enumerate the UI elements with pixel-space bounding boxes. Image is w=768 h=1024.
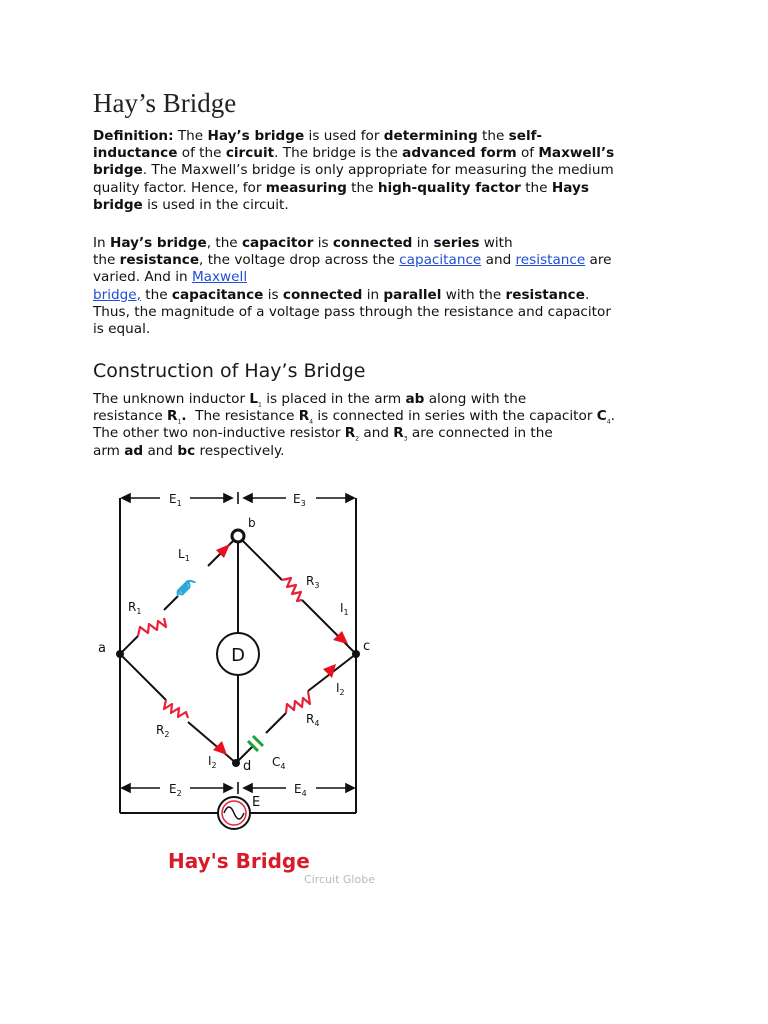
subscript: 4 xyxy=(309,418,314,426)
text: of the xyxy=(177,145,226,162)
text: arm xyxy=(93,442,125,459)
arrow-head-icon xyxy=(244,784,252,792)
capacitor-plate-2 xyxy=(253,736,263,746)
text: The other two non-inductive resistor xyxy=(93,425,345,442)
text: The unknown inductor xyxy=(93,391,250,407)
text: the xyxy=(477,128,509,144)
bold-text: inductance xyxy=(93,145,178,162)
text-line xyxy=(93,287,612,304)
text: is used in the circuit. xyxy=(142,196,289,213)
text: along with the xyxy=(424,391,527,407)
bold-text: L xyxy=(249,391,259,407)
resistance-link[interactable]: resistance xyxy=(515,252,586,269)
text: The xyxy=(173,128,208,144)
text-line xyxy=(93,235,612,252)
bold-text: determining xyxy=(383,128,478,144)
text: of xyxy=(516,145,539,162)
text-line: Thus, the magnitude of a voltage pass through the resistance and capacitor xyxy=(93,303,611,320)
text: and xyxy=(481,252,516,269)
arrow-head-icon xyxy=(244,494,252,502)
top-dimension-lines xyxy=(122,492,354,504)
label-i1: $I_1$ xyxy=(340,601,349,617)
detector-label: D xyxy=(231,645,245,666)
maxwell-bridge-link-cont[interactable]: bridge, xyxy=(93,286,141,303)
bold-text: Hay’s bridge xyxy=(109,235,207,251)
bold-text: advanced form xyxy=(402,145,517,162)
text-line: is equal. xyxy=(93,321,151,338)
bold-text: capacitance xyxy=(171,286,264,303)
resistor-r1-icon xyxy=(138,618,166,636)
bold-text: Maxwell’s xyxy=(538,145,615,162)
node-d xyxy=(232,759,240,767)
maxwell-bridge-link[interactable]: Maxwell xyxy=(191,269,248,286)
diagram-caption: Hay's Bridge xyxy=(168,849,310,873)
text-line xyxy=(93,197,614,214)
wire-a-r2 xyxy=(120,654,166,700)
text: quality factor. Hence, for xyxy=(93,179,266,196)
node-c xyxy=(352,650,360,658)
text-line xyxy=(93,128,614,145)
bold-text: measuring xyxy=(265,179,347,196)
section-heading: Construction of Hay’s Bridge xyxy=(93,360,366,382)
subscript: 1 xyxy=(258,401,262,409)
label-e2: $E_2$ xyxy=(169,782,182,798)
text: , the xyxy=(206,235,242,251)
bold-text: bridge xyxy=(93,196,143,213)
text: are xyxy=(585,252,612,269)
bold-text: series xyxy=(433,235,480,251)
subscript: 1 xyxy=(177,418,182,426)
bold-text: Definition: xyxy=(93,128,174,144)
text: and xyxy=(359,425,394,442)
text: in xyxy=(412,235,434,251)
text: the xyxy=(140,286,172,303)
label-r1: $R_1$ xyxy=(128,600,142,616)
text: . xyxy=(584,286,590,303)
arrow-head-icon xyxy=(346,494,354,502)
text-line xyxy=(93,162,614,179)
bold-text: bc xyxy=(177,442,196,459)
text: . The Maxwell’s bridge is only appropriate for measuring the medium xyxy=(142,162,614,179)
label-b: b xyxy=(248,516,256,530)
text: with the xyxy=(441,286,506,303)
label-d: d xyxy=(243,759,252,774)
label-e-source: E xyxy=(252,795,261,810)
arrow-head-icon xyxy=(122,494,130,502)
text-line xyxy=(93,408,615,425)
inductor-l1-icon xyxy=(178,581,195,596)
arrow-head-icon xyxy=(346,784,354,792)
bold-text: R xyxy=(298,408,310,425)
bold-text: connected xyxy=(282,286,363,303)
text-line xyxy=(93,391,615,408)
bold-text: resistance xyxy=(505,286,585,303)
text: is placed in the arm xyxy=(261,391,406,407)
text: in xyxy=(362,286,384,303)
bold-text: R xyxy=(393,425,404,442)
text-line xyxy=(93,180,614,197)
bold-text: connected xyxy=(332,235,413,251)
text: the xyxy=(346,179,378,196)
label-r4: $R_4$ xyxy=(306,712,320,728)
bold-text: Hay’s bridge xyxy=(207,128,305,144)
arrow-head-icon xyxy=(122,784,130,792)
text: is used for xyxy=(304,128,384,144)
capacitance-link[interactable]: capacitance xyxy=(399,252,482,269)
subscript: 4 xyxy=(606,418,611,426)
label-e4: $E_4$ xyxy=(294,782,307,798)
bold-text: Hays xyxy=(551,179,589,196)
text-line xyxy=(93,443,615,460)
text: is connected in series with the capacitor xyxy=(313,408,597,425)
text: respectively. xyxy=(195,442,285,459)
text: the xyxy=(520,179,552,196)
wire-r2-d xyxy=(188,722,236,763)
bold-text: self- xyxy=(508,128,542,144)
bold-text: ab xyxy=(405,391,425,407)
text: . xyxy=(610,408,615,425)
text: In xyxy=(93,235,110,251)
text-line xyxy=(93,145,614,162)
label-r3: $R_3$ xyxy=(306,574,320,590)
construction-paragraph xyxy=(93,391,615,460)
label-a: a xyxy=(98,641,106,656)
label-i2-bottom: $I_2$ xyxy=(208,754,217,770)
text-line xyxy=(93,252,612,269)
series-paragraph xyxy=(93,235,612,338)
bold-text: R xyxy=(167,408,178,425)
resistor-r3-icon xyxy=(282,578,302,601)
bold-text: capacitor xyxy=(242,235,314,251)
label-l1: $L_1$ xyxy=(178,547,190,563)
label-c: c xyxy=(363,639,371,654)
hays-bridge-diagram xyxy=(90,478,410,908)
node-a xyxy=(116,650,124,658)
bold-text: resistance xyxy=(119,252,200,269)
text: with xyxy=(479,235,513,251)
bold-text: bridge xyxy=(93,162,143,179)
text: , the voltage drop across the xyxy=(199,252,400,269)
text: . The bridge is the xyxy=(274,145,403,162)
text-line xyxy=(93,269,612,286)
arrow-into-d-icon xyxy=(213,741,227,755)
label-e1: $E_1$ xyxy=(169,492,182,508)
label-r2: $R_2$ xyxy=(156,723,170,739)
arrow-head-icon xyxy=(224,494,232,502)
arrow-head-icon xyxy=(224,784,232,792)
watermark: Circuit Globe xyxy=(304,873,375,886)
bold-text: . xyxy=(181,408,187,425)
resistor-r2-icon xyxy=(164,700,188,718)
wire-b-r3 xyxy=(238,536,282,580)
text: are connected in the xyxy=(407,425,553,442)
bold-text: ad xyxy=(124,442,144,459)
label-c4: $C_4$ xyxy=(272,755,286,771)
text: is xyxy=(313,235,333,251)
text: is xyxy=(263,286,283,303)
definition-paragraph xyxy=(93,128,614,214)
bottom-dimension-lines xyxy=(122,782,354,794)
bold-text: C xyxy=(596,408,607,425)
text: and xyxy=(143,442,178,459)
bold-text: circuit xyxy=(225,145,275,162)
wire-r1-l1 xyxy=(164,596,178,610)
bold-text: parallel xyxy=(383,286,442,303)
bold-text: high-quality factor xyxy=(377,179,521,196)
subscript: 3 xyxy=(403,436,408,444)
label-i2-right: $I_2$ xyxy=(336,681,345,697)
resistor-r4-shape xyxy=(286,691,310,713)
subscript: 2 xyxy=(355,436,360,444)
wire-c4-r4 xyxy=(266,713,286,733)
page-title: Hay’s Bridge xyxy=(93,88,237,118)
label-e3: $E_3$ xyxy=(293,492,306,508)
bold-text: R xyxy=(344,425,356,442)
text: the xyxy=(93,252,120,269)
text-line xyxy=(93,425,615,442)
node-b xyxy=(232,530,244,542)
text: resistance xyxy=(93,408,168,425)
text: varied. And in xyxy=(93,269,192,286)
text: The resistance xyxy=(186,408,299,425)
